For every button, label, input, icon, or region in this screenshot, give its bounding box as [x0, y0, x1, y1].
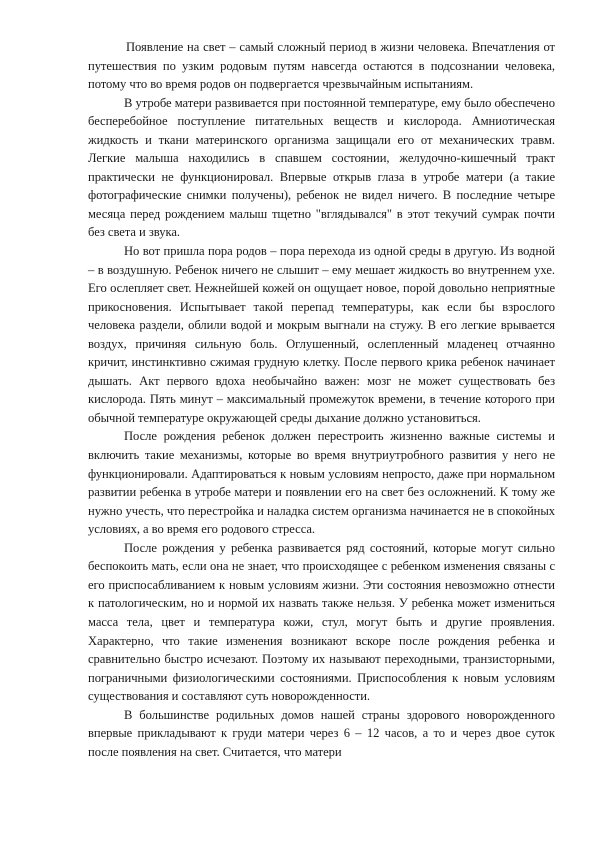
paragraph-adaptation: После рождения ребенок должен перестроить жизненно важные системы и включить такие механизмы, которые во время внутриутробного развития у него не функционировали. Адаптироваться к новым условиям непросто, даже при нормальном развитии ребенка в утробе матери и появлении его на свет без осложнений. К тому же нужно учесть, что перестройка и наладка систем организма начинается не в спокойных условиях, а во время его родового стресса.: [88, 429, 555, 537]
document-page: [88, 38, 555, 761]
paragraph-birth-intro: Появление на свет – самый сложный период в жизни человека. Впечатления от путешествия по узким родовым путям навсегда остаются в подсознании человека, потому что во время родов он подвергается чрезвычайным испытаниям.: [88, 40, 555, 92]
paragraph-transitional-states: После рождения у ребенка развивается ряд состояний, которые могут сильно беспокоить мать, если она не знает, что происходящее с ребенком изменения связаны с его приспосабливанием к новым условиям жизни. Эти состояния невозможно отнести к патологическим, но и нормой их назвать также нельзя. У ребенка может измениться масса тела, цвет и температура кожи, стул, могут быть и другие проявления. Характерно, что такие изменения возникают вскоре после рождения ребенка и сравнительно быстро исчезают. Поэтому их называют переходными, транзисторными, пограничными физиологическими состояниями. Приспособления к новым условиям существования и составляют суть новорожденности.: [88, 540, 555, 704]
paragraph-breastfeeding: В большинстве родильных домов нашей страны здорового новорожденного впервые прикладывают к груди матери через 6 – 12 часов, а то и через двое суток после появления на свет. Считается, что матери: [88, 707, 555, 759]
paragraph-labor-transition: Но вот пришла пора родов – пора перехода из одной среды в другую. Из водной – в воздушную. Ребенок ничего не слышит – ему мешает жидкость во внутреннем ухе. Его ослепляет свет. Нежнейшей кожей он ощущает новое, порой довольно неприятные прикосновения. Испытывает такой перепад температуры, как если бы взрослого человека раздели, облили водой и мокрым выгнали на стужу. В его легкие врывается воздух, причиняя сильную боль. Оглушенный, ослепленный младенец отчаянно кричит, инстинктивно сжимая грудную клетку. После первого крика ребенок начинает дышать. Акт первого вдоха необычайно важен: мозг не может существовать без кислорода. Пять минут – максимальный промежуток времени, в течение которого при обычной температуре окружающей среды дыхание должно установиться.: [88, 244, 555, 425]
paragraph-womb-conditions: В утробе матери развивается при постоянной температуре, ему было обеспечено бесперебойное поступление питательных веществ и кислорода. Амниотическая жидкость и ткани материнского организма защищали его от механических травм. Легкие малыша находились в спавшем состоянии, желудочно-кишечный тракт практически не функционировал. Впервые открыв глаза в утробе матери (а такие фотографические снимки получены), ребенок не видел ничего. В последние четыре месяца перед рождением малыш тщетно "вглядывался" в этот текучий сумрак почти без света и звука.: [88, 95, 555, 240]
